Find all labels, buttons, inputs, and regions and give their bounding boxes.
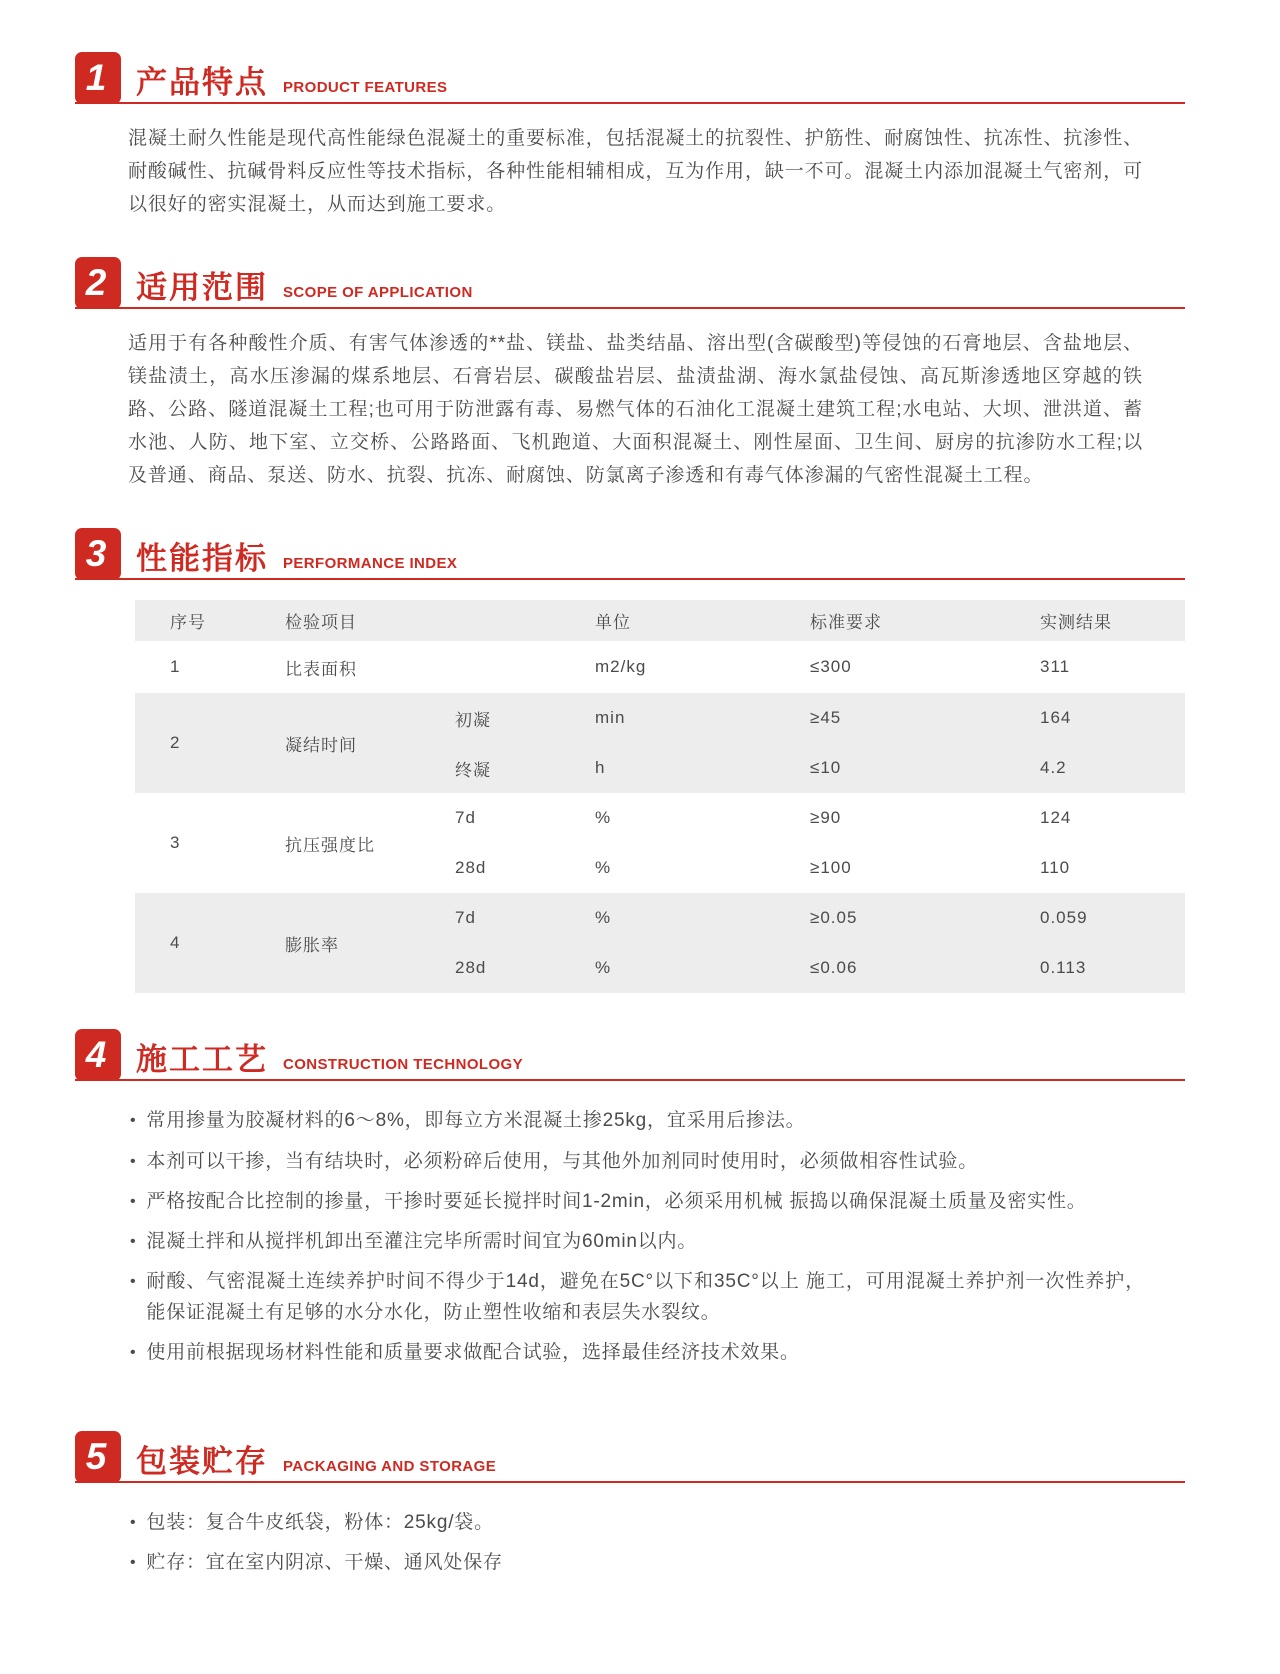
cell-result: 311 [1040,657,1071,677]
cell-sub: 7d [455,808,476,828]
section-number-badge [75,528,121,580]
section-construction-technology [75,1029,1185,1368]
list-item [130,1146,1145,1177]
cell-requirement: ≥90 [810,808,842,828]
section-number: 3 [85,533,107,575]
section-title-en: PERFORMANCE INDEX [283,555,458,573]
list-item [130,1226,1145,1257]
list-item [130,1337,1145,1368]
packaging-bullet-list [130,1507,1145,1578]
section-number: 5 [85,1435,107,1477]
cell-result: 110 [1040,858,1071,878]
list-item [130,1266,1145,1328]
list-item-text: 本剂可以干掺，当有结块时，必须粉碎后使用，与其他外加剂同时使用时，必须做相容性试验。 [146,1150,979,1172]
section-number: 4 [85,1034,107,1076]
section-title-en: SCOPE OF APPLICATION [283,284,473,302]
cell-unit: m2/kg [595,657,647,677]
list-item [130,1186,1145,1217]
cell-item: 比表面积 [285,659,357,679]
list-item [130,1105,1145,1136]
cell-sub: 28d [455,858,487,878]
cell-requirement: ≤10 [810,758,842,778]
section-title-zh: 施工工艺 [136,1042,268,1078]
cell-no: 3 [170,833,181,853]
bullet-icon: • [130,1513,137,1531]
list-item-text: 贮存：宜在室内阴凉、干燥、通风处保存 [146,1551,503,1573]
section-number-badge [75,257,121,309]
product-features-paragraph: 混凝土耐久性能是现代高性能绿色混凝土的重要标准，包括混凝土的抗裂性、护筋性、耐腐蚀性、抗冻性、抗渗性、耐酸碱性、抗碱骨料反应性等技术指标，各种性能相辅相成，互为作用，缺一不可。混凝土内添加混凝土气密剂，可以很好的密实混凝土，从而达到施工要求。 [128,128,1143,216]
table-header-row [135,600,1185,641]
cell-result: 164 [1040,708,1072,728]
section-number-badge [75,52,121,104]
cell-unit: min [595,708,626,728]
section-performance-index [75,528,1185,993]
section-title-en: PACKAGING AND STORAGE [283,1457,497,1475]
table-row [135,641,1185,693]
cell-result: 0.113 [1040,958,1087,978]
bullet-icon: • [130,1273,137,1291]
cell-unit: % [595,958,612,978]
section-title-en: PRODUCT FEATURES [283,79,448,96]
section-title-zh: 适用范围 [136,270,268,306]
cell-unit: % [595,858,612,878]
cell-unit: h [595,758,606,778]
column-header-unit: 单位 [595,613,631,633]
bullet-icon: • [130,1232,137,1250]
section-title-zh: 性能指标 [136,541,268,577]
section-packaging-and-storage [75,1431,1185,1578]
list-item-text: 使用前根据现场材料性能和质量要求做配合试验，选择最佳经济技术效果。 [146,1342,800,1364]
section-number: 2 [85,262,107,304]
section-header-packaging-and-storage [75,1431,1185,1483]
cell-requirement: ≥0.05 [810,908,858,928]
construction-bullet-list [130,1105,1145,1368]
section-scope-of-application [75,257,1185,492]
section-header-product-features [75,52,1185,104]
cell-result: 0.059 [1040,908,1088,928]
cell-sub: 28d [455,958,487,978]
bullet-icon: • [130,1192,137,1210]
cell-unit: % [595,908,612,928]
bullet-icon: • [130,1152,137,1170]
cell-sub [420,641,560,693]
section-title-zh: 包装贮存 [136,1443,268,1479]
cell-no: 1 [170,657,181,677]
cell-item: 凝结时间 [285,735,357,755]
cell-requirement: ≤300 [810,657,852,677]
list-item-text: 严格按配合比控制的掺量，干掺时要延长搅拌时间1-2min，必须采用机械 振捣以确保混凝土质量及密实性。 [146,1190,1087,1212]
column-header-no: 序号 [170,613,206,633]
table-row [135,793,1185,843]
table-row [135,693,1185,743]
cell-no: 4 [170,933,181,953]
cell-result: 4.2 [1040,758,1067,778]
section-title-zh: 产品特点 [136,65,268,100]
cell-sub: 终凝 [455,760,491,780]
cell-requirement: ≥100 [810,858,852,878]
cell-item: 抗压强度比 [285,835,375,855]
list-item-text: 包装：复合牛皮纸袋，粉体：25kg/袋。 [146,1511,494,1533]
section-product-features [75,52,1185,221]
bullet-icon: • [130,1112,137,1130]
list-item [130,1547,1145,1578]
cell-result: 124 [1040,808,1072,828]
section-title-en: CONSTRUCTION TECHNOLOGY [283,1056,524,1074]
cell-unit: % [595,808,612,828]
section-number-badge [75,1431,121,1483]
column-header-item: 检验项目 [285,613,357,633]
cell-no: 2 [170,733,181,753]
section-number: 1 [85,57,107,98]
cell-sub: 7d [455,908,476,928]
column-header-result: 实测结果 [1040,613,1112,633]
section-header-performance-index [75,528,1185,580]
section-number-badge [75,1029,121,1081]
column-header-requirement: 标准要求 [810,613,882,633]
performance-index-table [135,600,1185,993]
scope-paragraph: 适用于有各种酸性介质、有害气体渗透的**盐、镁盐、盐类结晶、溶出型(含碳酸型)等侵蚀的石膏地层、含盐地层、镁盐渍土，高水压渗漏的煤系地层、石膏岩层、碳酸盐岩层、盐渍盐湖、海水氯盐侵蚀、高瓦斯渗透地区穿越的铁路、公路、隧道混凝土工程;也可用于防泄露有毒、易燃气体的石油化工混凝土建筑工程;水电站、大坝、泄洪道、蓄水池、人防、地下室、立交桥、公路路面、飞机跑道、大面积混凝土、刚性屋面、卫生间、厨房的抗渗防水工程;以及普通、商品、泵送、防水、抗裂、抗冻、耐腐蚀、防氯离子渗透和有毒气体渗漏的气密性混凝土工程。 [128,333,1143,487]
cell-requirement: ≤0.06 [810,958,858,978]
section-header-scope-of-application [75,257,1185,309]
list-item-text: 耐酸、气密混凝土连续养护时间不得少于14d，避免在5C°以下和35C°以上 施工，可用混凝土养护剂一次性养护，能保证混凝土有足够的水分水化，防止塑性收缩和表层失水裂纹。 [146,1271,1145,1324]
list-item-text: 常用掺量为胶凝材料的6～8%，即每立方米混凝土掺25kg，宜采用后掺法。 [146,1110,806,1132]
cell-item: 膨胀率 [285,935,339,955]
section-header-construction-technology [75,1029,1185,1081]
list-item [130,1507,1145,1538]
list-item-text: 混凝土拌和从搅拌机卸出至灌注完毕所需时间宜为60min以内。 [146,1230,698,1252]
bullet-icon: • [130,1553,137,1571]
cell-requirement: ≥45 [810,708,842,728]
cell-sub: 初凝 [455,710,491,730]
bullet-icon: • [130,1344,137,1362]
table-row [135,893,1185,943]
